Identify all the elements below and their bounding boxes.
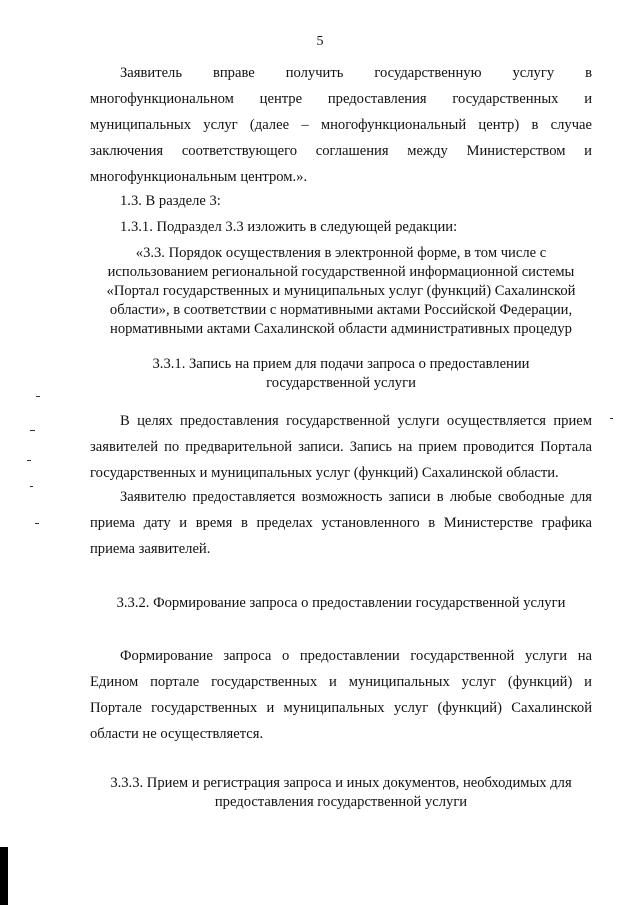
paragraph-line: многофункциональном центре предоставления государственных и bbox=[90, 91, 592, 107]
paragraph-appointment bbox=[90, 408, 592, 486]
paragraph-line: приема дату и время в пределах установленного в Министерстве графика bbox=[90, 515, 592, 531]
scan-speck bbox=[36, 396, 40, 397]
paragraph-line: Едином портале государственных и муниципальных услуг (функций) и bbox=[90, 674, 592, 690]
heading-line: 3.3.3. Прием и регистрация запроса и иных документов, необходимых для bbox=[110, 775, 572, 791]
heading-line: предоставления государственной услуги bbox=[214, 794, 468, 810]
paragraph-line: муниципальных услуг (далее – многофункциональный центр) в случае bbox=[90, 117, 592, 133]
paragraph-line: заключения соответствующего соглашения между Министерством и bbox=[90, 143, 592, 159]
heading-line: области», в соответствии с нормативными актами Российской Федерации, bbox=[109, 302, 573, 318]
scan-speck bbox=[35, 523, 39, 524]
heading-line: «3.3. Порядок осуществления в электронной форме, в том числе с bbox=[135, 245, 547, 261]
scan-edge-bar bbox=[0, 847, 8, 905]
heading-line: нормативными актами Сахалинской области административных процедур bbox=[110, 321, 572, 337]
item-1-3: 1.3. В разделе 3: bbox=[120, 193, 221, 209]
scan-speck bbox=[27, 460, 31, 461]
heading-line: использованием региональной государственной информационной системы bbox=[107, 264, 575, 280]
paragraph-line: Портале государственных и муниципальных услуг (функций) Сахалинской bbox=[90, 700, 592, 716]
paragraph-line: Заявителю предоставляется возможность записи в любые свободные для bbox=[120, 489, 592, 505]
section-3-3-heading bbox=[86, 244, 596, 339]
page-number: 5 bbox=[316, 34, 324, 49]
heading-line: государственной услуги bbox=[266, 375, 416, 391]
paragraph-line: приема заявителей. bbox=[90, 541, 211, 557]
scan-speck bbox=[30, 486, 33, 487]
paragraph-line: В целях предоставления государственной услуги осуществляется прием bbox=[120, 413, 592, 429]
section-3-3-1-heading bbox=[90, 355, 592, 393]
scan-speck bbox=[30, 430, 35, 431]
paragraph-line: многофункциональным центром.». bbox=[90, 169, 308, 185]
heading-line: «Портал государственных и муниципальных услуг (функций) Сахалинской bbox=[106, 283, 576, 299]
paragraph-free-slots bbox=[90, 484, 592, 562]
item-1-3-1: 1.3.1. Подраздел 3.3 изложить в следующей редакции: bbox=[120, 219, 458, 235]
heading-line: 3.3.1. Запись на прием для подачи запроса о предоставлении bbox=[152, 356, 530, 372]
paragraph-applicant-rights bbox=[90, 60, 592, 190]
section-3-3-3-heading bbox=[90, 774, 592, 812]
paragraph-line: Заявитель вправе получить государственную услугу в bbox=[120, 65, 592, 81]
paragraph-line: Формирование запроса о предоставлении государственной услуги на bbox=[120, 648, 592, 664]
paragraph-line: заявителей по предварительной записи. Запись на прием проводится Портала bbox=[90, 439, 592, 455]
paragraph-line: государственных и муниципальных услуг (функций) Сахалинской области. bbox=[90, 465, 559, 481]
section-3-3-2-heading: 3.3.2. Формирование запроса о предоставлении государственной услуги bbox=[116, 595, 566, 611]
scan-speck bbox=[610, 418, 613, 419]
paragraph-line: области не осуществляется. bbox=[90, 726, 264, 742]
paragraph-request-formation bbox=[90, 643, 592, 747]
